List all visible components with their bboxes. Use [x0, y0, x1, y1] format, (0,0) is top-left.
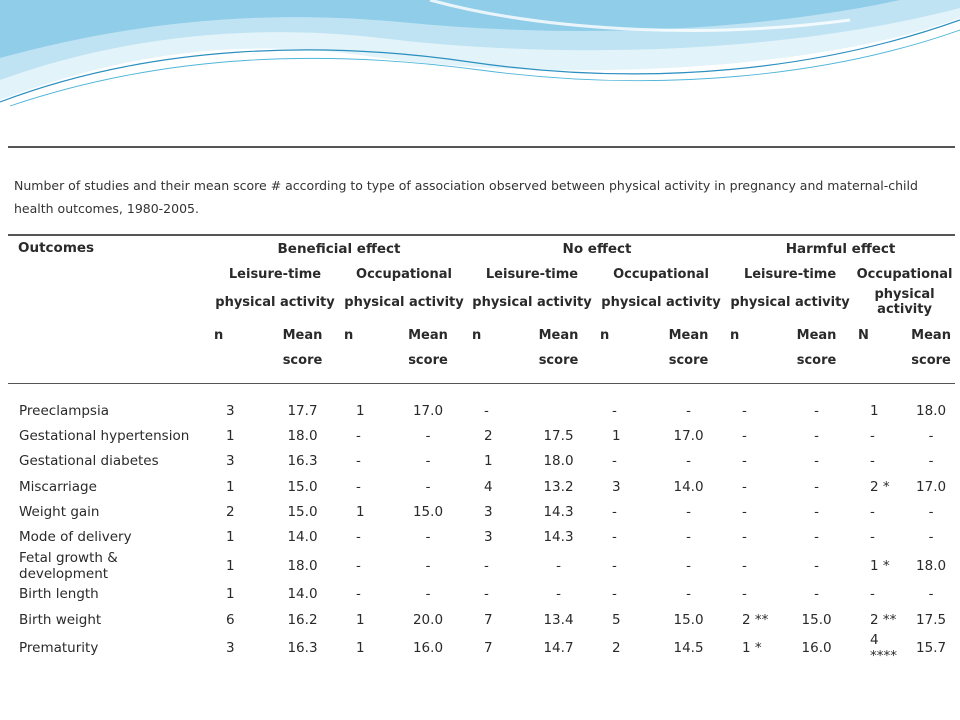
mean-score-cell: 13.4	[543, 611, 574, 628]
mean-score-cell: 14.0	[287, 529, 318, 546]
activity-header-2b: physical activity	[344, 294, 464, 310]
count-cell: 1	[356, 640, 365, 657]
mean-header-1	[265, 317, 340, 373]
mean-score-cell: 16.3	[287, 453, 318, 470]
table-row	[8, 449, 955, 474]
count-cell: 1 *	[870, 557, 890, 574]
mean-score-cell: 15.0	[287, 478, 318, 495]
n-header-6: N	[858, 328, 869, 343]
mean-score-cell: 18.0	[916, 402, 947, 419]
header-swoosh-decoration	[0, 0, 960, 110]
n-header-2: n	[344, 328, 354, 343]
count-cell: 6	[226, 611, 235, 628]
outcome-label: Weight gain	[19, 503, 100, 520]
mean-score-cell: 14.0	[673, 478, 704, 495]
mean-score-cell: 17.0	[412, 402, 444, 419]
mean-score-cell: -	[686, 503, 691, 520]
count-cell: 2 *	[870, 478, 890, 495]
mean-score-cell: 16.0	[412, 640, 444, 657]
count-cell: -	[870, 453, 875, 470]
count-cell: -	[356, 427, 361, 444]
activity-header-3b: physical activity	[472, 294, 592, 310]
mean-score-cell: 15.0	[412, 503, 444, 520]
count-cell: 7	[484, 611, 493, 628]
count-cell: -	[870, 503, 875, 520]
activity-header-5b: physical activity	[730, 294, 850, 310]
mean-score-cell: 18.0	[287, 557, 318, 574]
mean-score-cell: -	[814, 427, 819, 444]
n-header-5: n	[730, 328, 740, 343]
score-label: score	[408, 353, 448, 368]
count-cell: -	[612, 402, 617, 419]
score-label: score	[796, 353, 837, 368]
mean-score-cell: 16.3	[287, 640, 318, 657]
mean-score-cell: 18.0	[287, 427, 318, 444]
table-body	[8, 384, 955, 665]
mean-score-cell: 17.5	[916, 611, 947, 628]
count-cell: -	[356, 529, 361, 546]
activity-header-1a: Leisure-time	[228, 267, 322, 282]
mean-score-cell: -	[686, 529, 691, 546]
mean-header-6	[907, 317, 955, 373]
mean-header-4	[651, 317, 726, 373]
mean-score-cell: 18.0	[543, 453, 574, 470]
mean-label: Mean	[668, 328, 709, 343]
table-row	[8, 423, 955, 448]
mean-score-cell: -	[556, 586, 561, 603]
mean-score-cell: 17.0	[673, 427, 704, 444]
table-row	[8, 499, 955, 524]
mean-score-cell: -	[928, 529, 934, 546]
activity-header-2a: Occupational	[356, 267, 452, 282]
mean-score-cell	[521, 384, 596, 424]
mean-score-cell: 14.5	[673, 640, 704, 657]
count-cell: 3	[612, 478, 621, 495]
table-row	[8, 524, 955, 549]
outcome-label: Miscarriage	[19, 478, 97, 495]
mean-score-cell: 16.0	[801, 640, 832, 657]
count-cell: -	[742, 402, 747, 419]
count-cell: 4 ****	[870, 632, 898, 665]
mean-score-cell: 15.0	[673, 611, 704, 628]
activity-header-6b: physical activity	[874, 287, 935, 317]
score-label: score	[911, 353, 951, 368]
count-cell: -	[742, 478, 747, 495]
count-cell: -	[742, 586, 747, 603]
count-cell: 1	[226, 586, 235, 603]
table-row	[8, 607, 955, 632]
outcome-label: Prematurity	[19, 640, 99, 657]
mean-score-cell: -	[814, 478, 819, 495]
count-cell: -	[484, 586, 489, 603]
mean-label: Mean	[911, 328, 951, 343]
count-cell: 1	[484, 453, 493, 470]
outcome-label: Preeclampsia	[19, 402, 109, 419]
mean-score-cell: 14.7	[543, 640, 574, 657]
outcome-label: Mode of delivery	[19, 529, 132, 546]
count-cell: -	[356, 557, 361, 574]
mean-score-cell: 14.0	[287, 586, 318, 603]
mean-header-3	[521, 317, 596, 373]
count-cell: 2	[226, 503, 235, 520]
n-header-4: n	[600, 328, 610, 343]
table-caption: Number of studies and their mean score # according to type of association observed between physical activity in pregnancy and maternal-child health outcomes, 1980-2005.	[14, 178, 918, 216]
count-cell: -	[870, 427, 875, 444]
outcome-label: Fetal growth & development	[19, 549, 118, 582]
mean-score-cell: -	[425, 453, 431, 470]
count-cell: 4	[484, 478, 493, 495]
mean-score-cell: -	[425, 427, 431, 444]
group-header-no-effect: No effect	[562, 241, 632, 257]
mean-score-cell: -	[814, 557, 819, 574]
table-row	[8, 550, 955, 582]
mean-score-cell: -	[686, 557, 691, 574]
activity-header-1b: physical activity	[215, 294, 335, 310]
mean-score-cell: -	[556, 557, 561, 574]
activity-header-5a: Leisure-time	[743, 267, 837, 282]
count-cell: -	[742, 427, 747, 444]
mean-label: Mean	[796, 328, 837, 343]
header-divider	[8, 373, 955, 384]
mean-score-cell: 20.0	[412, 611, 444, 628]
count-cell: 2	[484, 427, 493, 444]
count-cell: -	[612, 529, 617, 546]
count-cell: 7	[484, 640, 493, 657]
count-cell: 3	[484, 503, 493, 520]
mean-score-cell: -	[928, 427, 934, 444]
n-header-1: n	[214, 328, 224, 343]
table-row	[8, 632, 955, 664]
count-cell: 3	[484, 529, 493, 546]
count-cell: 1	[226, 427, 235, 444]
count-cell: -	[612, 586, 617, 603]
count-cell: -	[484, 402, 489, 419]
table-row	[8, 582, 955, 607]
count-cell: 2	[612, 640, 621, 657]
outcomes-table	[8, 236, 955, 664]
mean-score-cell: -	[814, 503, 819, 520]
count-cell: 1	[870, 402, 879, 419]
count-cell: -	[742, 529, 747, 546]
count-cell: -	[870, 586, 875, 603]
mean-score-cell: -	[814, 402, 819, 419]
activity-header-3a: Leisure-time	[485, 267, 579, 282]
count-cell: -	[870, 529, 875, 546]
mean-score-cell: 16.2	[287, 611, 318, 628]
mean-score-cell: 17.0	[916, 478, 947, 495]
count-cell: -	[742, 557, 747, 574]
mean-score-cell: 14.3	[543, 503, 574, 520]
mean-score-cell: 17.7	[287, 402, 318, 419]
count-cell: -	[484, 557, 489, 574]
count-cell: -	[356, 586, 361, 603]
count-cell: 3	[226, 402, 235, 419]
activity-header-4a: Occupational	[613, 267, 709, 282]
mean-score-cell: 15.0	[287, 503, 318, 520]
n-header-3: n	[472, 328, 482, 343]
count-cell: 1	[226, 529, 235, 546]
count-cell: 1	[226, 557, 235, 574]
count-cell: 5	[612, 611, 621, 628]
table-row	[8, 474, 955, 499]
activity-header-6a: Occupational	[856, 267, 953, 282]
count-cell: -	[612, 453, 617, 470]
count-cell: 2 **	[742, 611, 769, 628]
mean-label: Mean	[408, 328, 448, 343]
count-cell: -	[742, 503, 747, 520]
count-cell: -	[612, 557, 617, 574]
mean-score-cell: -	[425, 586, 431, 603]
count-cell: 1	[612, 427, 621, 444]
mean-score-cell: 13.2	[543, 478, 574, 495]
mean-score-cell: -	[814, 529, 819, 546]
mean-header-2	[388, 317, 468, 373]
count-cell: 1 *	[742, 640, 762, 657]
mean-header-5	[779, 317, 854, 373]
score-label: score	[538, 353, 579, 368]
table-row	[8, 384, 955, 424]
outcome-label: Gestational diabetes	[19, 453, 159, 470]
count-cell: -	[612, 503, 617, 520]
score-label: score	[668, 353, 709, 368]
count-cell: 1	[226, 478, 235, 495]
count-cell: 1	[356, 503, 365, 520]
group-header-beneficial: Beneficial effect	[277, 241, 401, 257]
score-label: score	[282, 353, 323, 368]
outcomes-header: Outcomes	[18, 240, 95, 256]
count-cell: -	[356, 453, 361, 470]
mean-score-cell: 17.5	[543, 427, 574, 444]
mean-score-cell: -	[686, 453, 691, 470]
outcome-label: Gestational hypertension	[19, 427, 190, 444]
mean-score-cell: -	[425, 557, 431, 574]
mean-label: Mean	[538, 328, 579, 343]
activity-header-4b: physical activity	[601, 294, 721, 310]
mean-score-cell: -	[928, 586, 934, 603]
mean-score-cell: -	[425, 478, 431, 495]
mean-score-cell: -	[814, 586, 819, 603]
mean-score-cell: 15.0	[801, 611, 832, 628]
mean-score-cell: -	[928, 453, 934, 470]
mean-score-cell: -	[425, 529, 431, 546]
mean-score-cell: 18.0	[916, 557, 947, 574]
count-cell: 1	[356, 402, 365, 419]
count-cell: 1	[356, 611, 365, 628]
mean-score-cell: 15.7	[916, 640, 947, 657]
mean-score-cell: -	[686, 586, 691, 603]
count-cell: -	[742, 453, 747, 470]
outcome-label: Birth length	[19, 586, 99, 603]
table-document	[8, 146, 955, 664]
count-cell: 2 **	[870, 611, 897, 628]
header-divider-cell	[8, 373, 955, 384]
mean-label: Mean	[282, 328, 323, 343]
group-header-harmful: Harmful effect	[785, 241, 896, 257]
mean-score-cell: -	[686, 402, 691, 419]
mean-score-cell: 14.3	[543, 529, 574, 546]
header-spacer	[8, 317, 210, 373]
count-cell: -	[356, 478, 361, 495]
outcome-label: Birth weight	[19, 611, 102, 628]
mean-score-cell: -	[928, 503, 934, 520]
mean-score-cell: -	[814, 453, 819, 470]
count-cell: 3	[226, 640, 235, 657]
count-cell: 3	[226, 453, 235, 470]
